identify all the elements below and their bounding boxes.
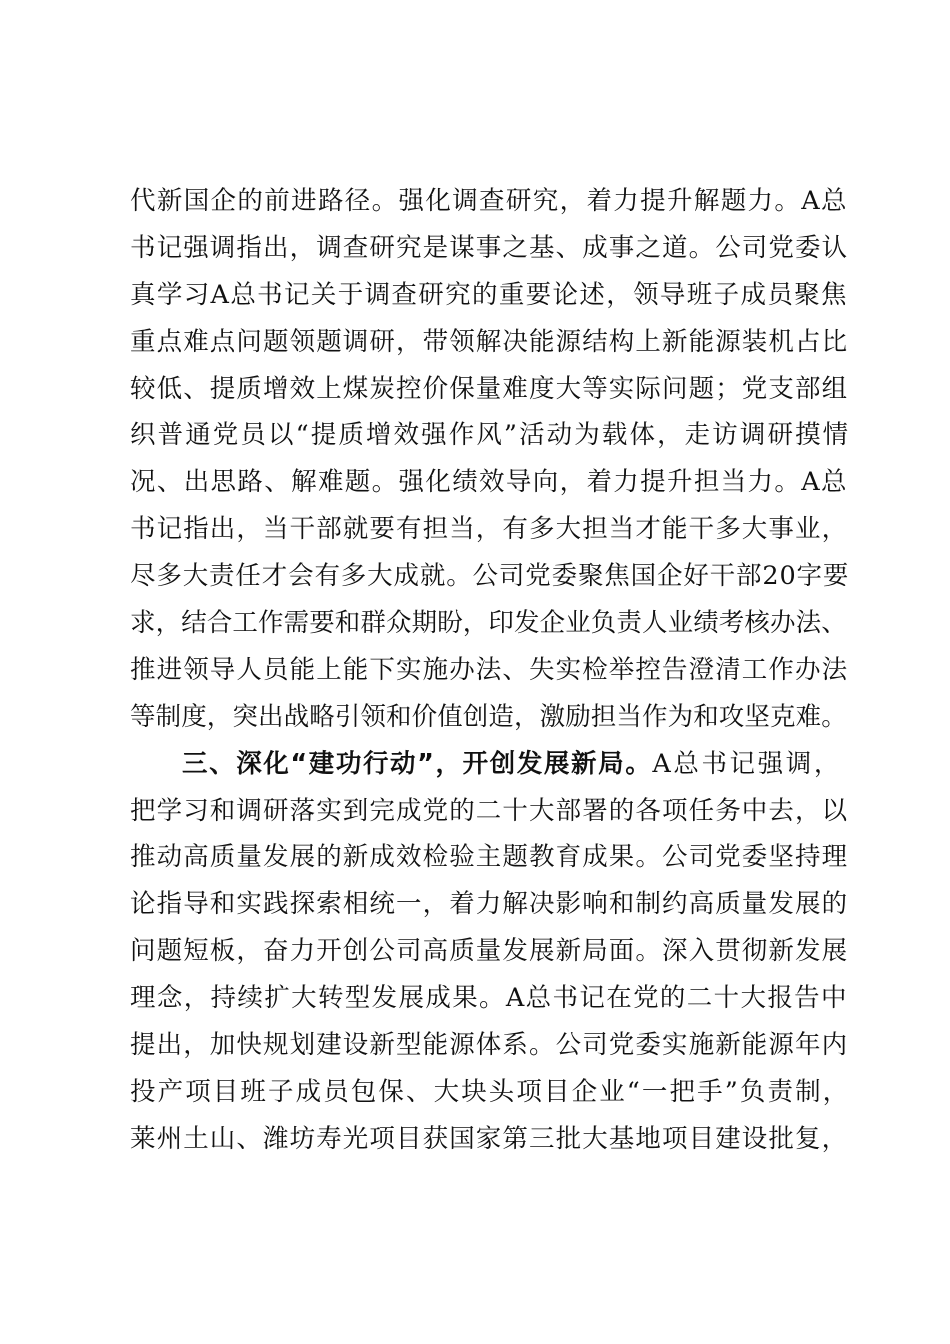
paragraph-line: 织普通党员以“提质增效强作风”活动为载体，走访调研摸情 bbox=[130, 420, 851, 451]
paragraph-line: 推进领导人员能上能下实施办法、失实检举控告澄清工作办法 bbox=[130, 654, 849, 685]
paragraph-line: 提出，加快规划建设新型能源体系。公司党委实施新能源年内 bbox=[130, 1030, 849, 1061]
section-3-heading: 三、深化“建功行动”，开创发展新局。 bbox=[182, 748, 653, 779]
paragraph-line: 代新国企的前进路径。强化调查研究，着力提升解题力。A总 bbox=[130, 186, 848, 216]
body-text bbox=[130, 178, 850, 1163]
paragraph-line: 求，结合工作需要和群众期盼，印发企业负责人业绩考核办法、 bbox=[130, 608, 847, 639]
paragraph-line: 重点难点问题领题调研，带领解决能源结构上新能源装机占比 bbox=[130, 326, 849, 357]
paragraph-line: 问题短板，奋力开创公司高质量发展新局面。深入贯彻新发展 bbox=[130, 936, 849, 967]
paragraph-line: 尽多大责任才会有多大成就。公司党委聚焦国企好干部20字要 bbox=[130, 561, 850, 592]
section-3-first-line-text: A总书记强调， bbox=[652, 748, 842, 779]
paragraph-line: 书记强调指出，调查研究是谋事之基、成事之道。公司党委认 bbox=[130, 232, 849, 263]
paragraph-line: 莱州土山、潍坊寿光项目获国家第三批大基地项目建设批复， bbox=[130, 1123, 849, 1154]
paragraph-line: 真学习A总书记关于调查研究的重要论述，领导班子成员聚焦 bbox=[130, 279, 848, 310]
paragraph-line: 论指导和实践探索相统一，着力解决影响和制约高质量发展的 bbox=[130, 889, 849, 920]
paragraph-line: 况、出思路、解难题。强化绩效导向，着力提升担当力。A总 bbox=[130, 467, 848, 498]
paragraph-line: 书记指出，当干部就要有担当，有多大担当才能干多大事业， bbox=[130, 514, 849, 545]
paragraph-line: 推动高质量发展的新成效检验主题教育成果。公司党委坚持理 bbox=[130, 842, 849, 873]
paragraph-line: 把学习和调研落实到完成党的二十大部署的各项任务中去，以 bbox=[130, 795, 849, 826]
paragraph-line: 等制度，突出战略引领和价值创造，激励担当作为和攻坚克难。 bbox=[130, 701, 847, 732]
paragraph-line: 投产项目班子成员包保、大块头项目企业“一把手”负责制， bbox=[130, 1076, 851, 1107]
section-3-first-line bbox=[130, 741, 850, 788]
paragraph-line: 较低、提质增效上煤炭控价保量难度大等实际问题；党支部组 bbox=[130, 373, 849, 404]
paragraph-line: 理念，持续扩大转型发展成果。A总书记在党的二十大报告中 bbox=[130, 983, 848, 1014]
